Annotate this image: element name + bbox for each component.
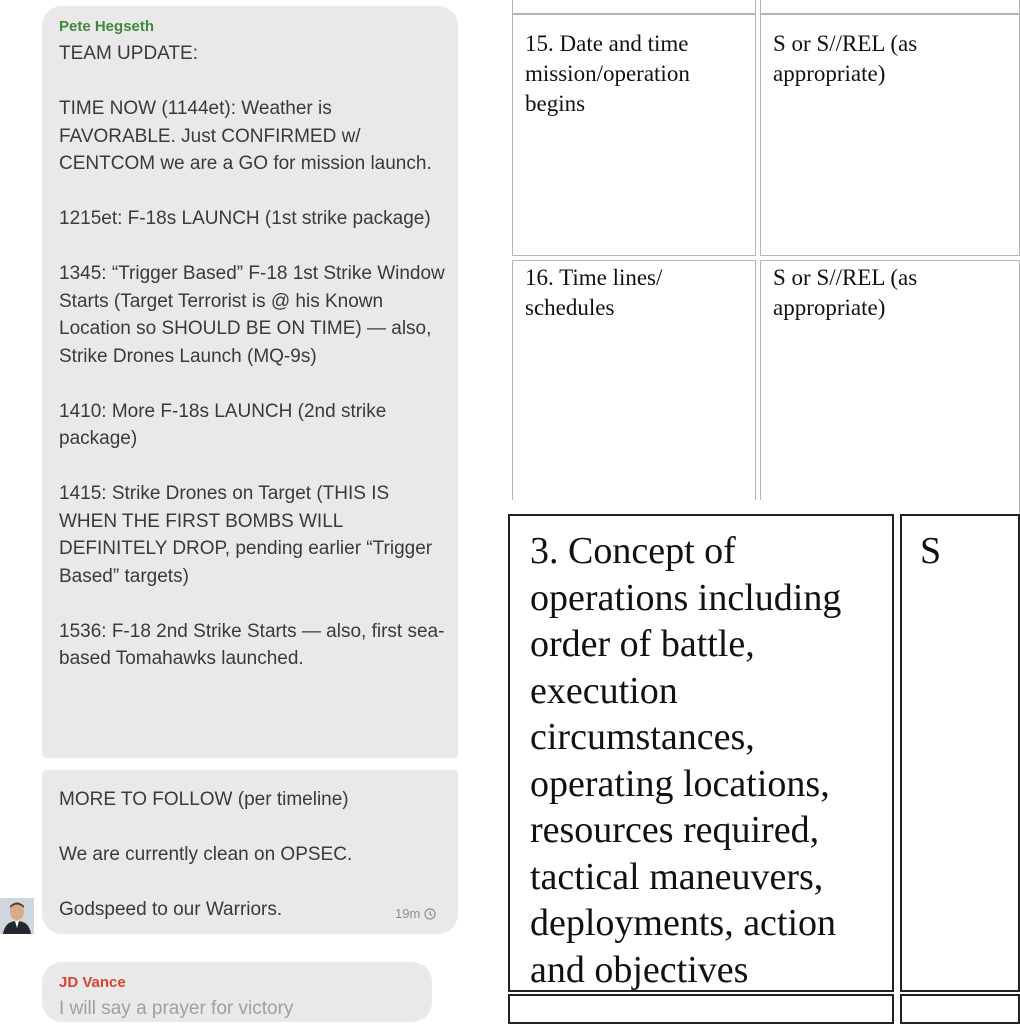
table-row-16-item <box>512 260 756 520</box>
sender-name: Pete Hegseth <box>59 18 155 35</box>
table-cell <box>900 994 1020 1024</box>
message-text-continuation: MORE TO FOLLOW (per timeline) We are currently clean on OPSEC. Godspeed to our Warriors. <box>59 789 353 920</box>
table-row-16-class <box>760 260 1020 520</box>
concept-item-text: 3. Concept of operations including order of battle, execution circumstances, operating locations, resources required, tactical maneuvers, deployments, action and objectives <box>530 530 842 991</box>
chat-panel <box>0 0 500 1019</box>
message-text: TEAM UPDATE: TIME NOW (1144et): Weather is FAVORABLE. Just CONFIRMED w/ CENTCOM we are a GO for mission launch. 1215et: F-18s LAUNCH (1st strike package) 1345: “Trigger Based” F-18 1st Strike Window Starts (Target Terrorist is @ his Known Location so SHOULD BE ON TIME) — also, Strike Drones Launch (MQ-9s) 1410: More F-18s LAUNCH (2nd strike package) 1415: Strike Drones on Target (THIS IS WHEN THE FIRST BOMBS WILL DEFINITELY DROP, pending earlier “Trigger Based” targets) 1536: F-18 2nd Strike Starts — also, first sea-based Tomahawks launched. <box>59 43 445 669</box>
table-row-15-class <box>760 14 1020 256</box>
concept-class-cell <box>900 514 1020 992</box>
row-classification: S or S//REL (as appropriate) <box>773 265 918 320</box>
clock-icon <box>424 908 436 920</box>
avatar-photo-icon <box>0 898 34 934</box>
table-row-15-item <box>512 14 756 256</box>
row-item-label: 16. Time lines/ schedules <box>525 265 663 320</box>
table-cell <box>512 0 756 14</box>
row-item-label: 15. Date and time mission/operation begins <box>525 31 690 116</box>
classification-table <box>500 0 1000 500</box>
table-cell <box>760 0 1020 14</box>
concept-classification: S <box>920 530 942 572</box>
table-cell <box>508 994 894 1024</box>
concept-item-cell <box>508 514 894 992</box>
sender-name-2: JD Vance <box>59 974 126 991</box>
message-timestamp <box>395 906 436 921</box>
avatar[interactable] <box>0 898 34 934</box>
message-preview: I will say a prayer for victory <box>59 998 294 1019</box>
timestamp-text: 19m <box>395 906 421 921</box>
concept-table <box>500 500 1000 1000</box>
row-classification: S or S//REL (as appropriate) <box>773 31 918 86</box>
